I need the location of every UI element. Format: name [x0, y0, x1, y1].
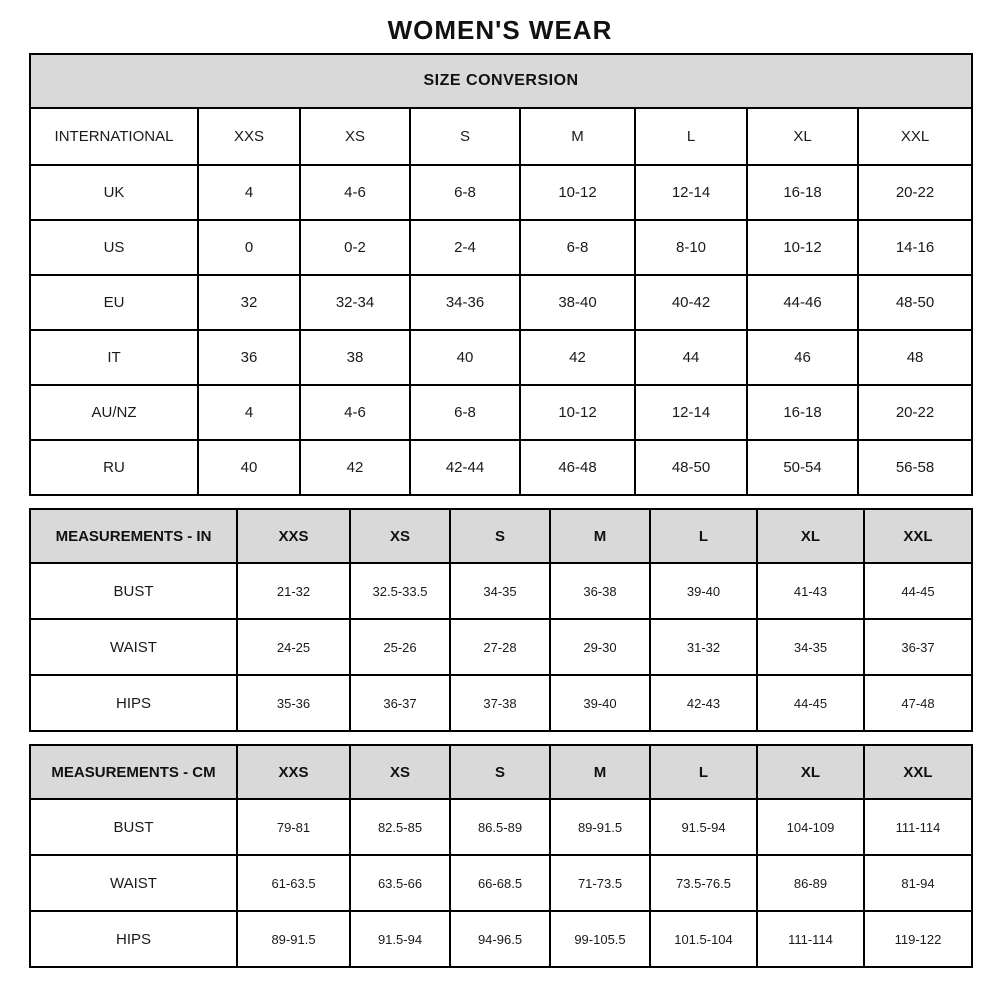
- column-header: M: [550, 509, 650, 563]
- table-cell: 91.5-94: [650, 799, 757, 855]
- column-header: XXS: [198, 108, 300, 165]
- table-cell: 42: [520, 330, 635, 385]
- table-cell: 10-12: [747, 220, 858, 275]
- column-header: M: [550, 745, 650, 799]
- column-header: M: [520, 108, 635, 165]
- table-header-label: MEASUREMENTS - CM: [30, 745, 237, 799]
- table-cell: 12-14: [635, 165, 747, 220]
- page-title: WOMEN'S WEAR: [387, 15, 613, 45]
- table-cell: 4-6: [300, 385, 410, 440]
- table-cell: 10-12: [520, 165, 635, 220]
- table-cell: 20-22: [858, 385, 972, 440]
- column-header: L: [635, 108, 747, 165]
- column-header: S: [450, 509, 550, 563]
- row-label: AU/NZ: [30, 385, 198, 440]
- table-cell: 56-58: [858, 440, 972, 495]
- table-cell: 4-6: [300, 165, 410, 220]
- table-cell: 6-8: [410, 385, 520, 440]
- column-header: XXL: [864, 745, 972, 799]
- row-label: RU: [30, 440, 198, 495]
- table-header-label: MEASUREMENTS - IN: [30, 509, 237, 563]
- table-cell: 2-4: [410, 220, 520, 275]
- table-cell: 0: [198, 220, 300, 275]
- table-cell: 40: [198, 440, 300, 495]
- table-cell: 21-32: [237, 563, 350, 619]
- table-cell: 6-8: [410, 165, 520, 220]
- table-cell: 81-94: [864, 855, 972, 911]
- table-cell: 42-44: [410, 440, 520, 495]
- table-cell: 73.5-76.5: [650, 855, 757, 911]
- table-cell: 16-18: [747, 385, 858, 440]
- table-cell: 82.5-85: [350, 799, 450, 855]
- table-cell: 111-114: [864, 799, 972, 855]
- table-row: [30, 855, 972, 911]
- table-cell: 32-34: [300, 275, 410, 330]
- table-cell: 71-73.5: [550, 855, 650, 911]
- row-label: UK: [30, 165, 198, 220]
- table-cell: 61-63.5: [237, 855, 350, 911]
- table-cell: 4: [198, 165, 300, 220]
- table-cell: 34-36: [410, 275, 520, 330]
- measurements-cm-table: [29, 744, 973, 968]
- table-cell: 40: [410, 330, 520, 385]
- column-header: XL: [757, 745, 864, 799]
- table-row: [30, 165, 972, 220]
- table-cell: 104-109: [757, 799, 864, 855]
- table-cell: 89-91.5: [237, 911, 350, 967]
- table-row: [30, 619, 972, 675]
- column-header: XL: [747, 108, 858, 165]
- column-header: L: [650, 745, 757, 799]
- table-cell: 36-38: [550, 563, 650, 619]
- table-cell: 39-40: [650, 563, 757, 619]
- column-header: XS: [350, 509, 450, 563]
- table-title: SIZE CONVERSION: [30, 54, 972, 108]
- table-cell: 32: [198, 275, 300, 330]
- column-header: S: [450, 745, 550, 799]
- table-cell: 111-114: [757, 911, 864, 967]
- table-cell: 40-42: [635, 275, 747, 330]
- table-cell: 37-38: [450, 675, 550, 731]
- table-row: [30, 799, 972, 855]
- table-row: [30, 385, 972, 440]
- row-label: WAIST: [30, 855, 237, 911]
- table-cell: 44-46: [747, 275, 858, 330]
- table-cell: 46: [747, 330, 858, 385]
- table-cell: 44-45: [757, 675, 864, 731]
- table-cell: 41-43: [757, 563, 864, 619]
- table-cell: 101.5-104: [650, 911, 757, 967]
- column-header: S: [410, 108, 520, 165]
- column-header: L: [650, 509, 757, 563]
- size-conversion-table: [29, 53, 973, 496]
- table-cell: 47-48: [864, 675, 972, 731]
- column-header: XXS: [237, 509, 350, 563]
- row-label: BUST: [30, 799, 237, 855]
- table-cell: 32.5-33.5: [350, 563, 450, 619]
- table-cell: 48: [858, 330, 972, 385]
- table-row: [30, 675, 972, 731]
- table-cell: 86.5-89: [450, 799, 550, 855]
- table-cell: 36-37: [350, 675, 450, 731]
- table-cell: 4: [198, 385, 300, 440]
- row-label: HIPS: [30, 675, 237, 731]
- table-cell: 12-14: [635, 385, 747, 440]
- table-cell: 38-40: [520, 275, 635, 330]
- measurements-in-table: [29, 508, 973, 732]
- table-cell: 0-2: [300, 220, 410, 275]
- table-cell: 36-37: [864, 619, 972, 675]
- table-cell: 27-28: [450, 619, 550, 675]
- table-cell: 79-81: [237, 799, 350, 855]
- table-cell: 36: [198, 330, 300, 385]
- table-cell: 42-43: [650, 675, 757, 731]
- row-label: WAIST: [30, 619, 237, 675]
- table-cell: 34-35: [757, 619, 864, 675]
- table-cell: 46-48: [520, 440, 635, 495]
- table-cell: 99-105.5: [550, 911, 650, 967]
- table-cell: 50-54: [747, 440, 858, 495]
- table-row: [30, 220, 972, 275]
- column-header: XL: [757, 509, 864, 563]
- table-cell: 24-25: [237, 619, 350, 675]
- column-header: XXS: [237, 745, 350, 799]
- table-cell: 6-8: [520, 220, 635, 275]
- table-row: [30, 911, 972, 967]
- table-cell: 14-16: [858, 220, 972, 275]
- column-header: XXL: [864, 509, 972, 563]
- row-label: IT: [30, 330, 198, 385]
- row-label: US: [30, 220, 198, 275]
- table-cell: 34-35: [450, 563, 550, 619]
- table-cell: 44: [635, 330, 747, 385]
- table-cell: 35-36: [237, 675, 350, 731]
- column-header: XS: [300, 108, 410, 165]
- table-cell: 25-26: [350, 619, 450, 675]
- column-header: XS: [350, 745, 450, 799]
- table-row: [30, 330, 972, 385]
- table-cell: 94-96.5: [450, 911, 550, 967]
- table-cell: 91.5-94: [350, 911, 450, 967]
- table-cell: 63.5-66: [350, 855, 450, 911]
- table-cell: 119-122: [864, 911, 972, 967]
- table-cell: 66-68.5: [450, 855, 550, 911]
- table-cell: 39-40: [550, 675, 650, 731]
- row-label: EU: [30, 275, 198, 330]
- table-cell: 31-32: [650, 619, 757, 675]
- row-label: BUST: [30, 563, 237, 619]
- table-cell: 29-30: [550, 619, 650, 675]
- table-cell: 16-18: [747, 165, 858, 220]
- table-header-label: INTERNATIONAL: [30, 108, 198, 165]
- table-cell: 89-91.5: [550, 799, 650, 855]
- table-row: [30, 440, 972, 495]
- table-cell: 48-50: [858, 275, 972, 330]
- row-label: HIPS: [30, 911, 237, 967]
- table-cell: 8-10: [635, 220, 747, 275]
- table-row: [30, 563, 972, 619]
- table-cell: 38: [300, 330, 410, 385]
- table-cell: 10-12: [520, 385, 635, 440]
- table-cell: 42: [300, 440, 410, 495]
- table-cell: 44-45: [864, 563, 972, 619]
- table-row: [30, 275, 972, 330]
- table-cell: 48-50: [635, 440, 747, 495]
- table-cell: 20-22: [858, 165, 972, 220]
- column-header: XXL: [858, 108, 972, 165]
- table-cell: 86-89: [757, 855, 864, 911]
